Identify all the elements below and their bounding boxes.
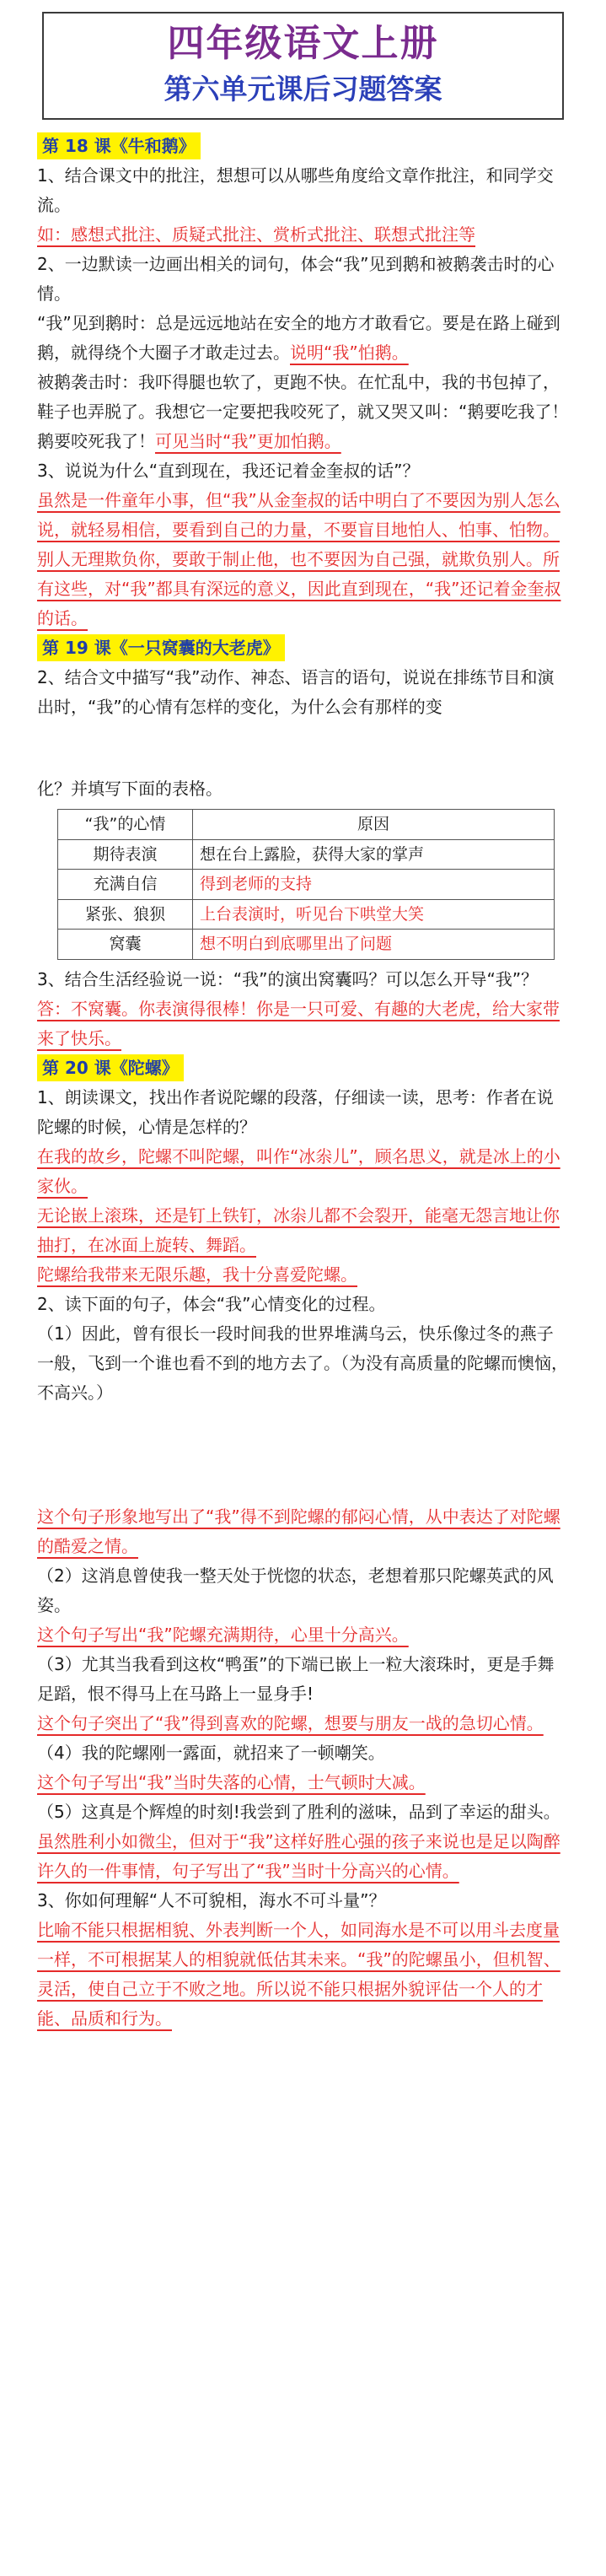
lesson-19-question-3: 3、结合生活经验说一说：“我”的演出窝囊吗？可以怎么开导“我”？	[37, 968, 539, 989]
answer-2a-red: 说明“我”怕鹅。	[290, 342, 409, 363]
table-row	[58, 839, 555, 870]
lesson-18-answer-2a	[37, 309, 569, 368]
sentence-3: （3）尤其当我看到这枚“鸭蛋”的下端已嵌上一粒大滚珠时，更是手舞足蹈，恨不得马上在马路上一显身手!	[37, 1653, 555, 1704]
reason-cell: 得到老师的支持	[193, 870, 555, 900]
lesson-18-answer-2b	[37, 368, 569, 456]
table-row	[58, 930, 555, 960]
lesson-18-heading: 第 18 课《牛和鹅》	[37, 132, 201, 159]
title-box	[42, 12, 564, 120]
reason-cell: 上台表演时，听见台下哄堂大笑	[193, 899, 555, 930]
lesson-20-question-2: 2、读下面的句子，体会“我”心情变化的过程。	[37, 1293, 386, 1314]
lesson-19-section	[37, 633, 569, 1054]
lesson-18-question-2: 2、一边默读一边画出相关的词句，体会“我”见到鹅和被鹅袭击时的心情。	[37, 254, 555, 304]
lesson-20-section	[37, 1054, 569, 2034]
sentence-1-answer: 这个句子形象地写出了“我”得不到陀螺的郁闷心情，从中表达了对陀螺的酷爱之情。	[37, 1506, 560, 1556]
sentence-5-answer: 虽然胜利小如微尘，但对于“我”这样好胜心强的孩子来说也是足以陶醉许久的一件事情，句子写出了“我”当时十分高兴的心情。	[37, 1830, 560, 1881]
sentence-2: （2）这消息曾使我一整天处于恍惚的状态，老想着那只陀螺英武的风姿。	[37, 1565, 554, 1615]
mood-cell: 期待表演	[58, 839, 193, 870]
sentence-5: （5）这真是个辉煌的时刻!我尝到了胜利的滋味，品到了幸运的甜头。	[37, 1801, 560, 1822]
lesson-19-answer-3: 答：不窝囊。你表演得很棒！你是一只可爱、有趣的大老虎，给大家带来了快乐。	[37, 998, 560, 1048]
page-subtitle: 第六单元课后习题答案	[164, 73, 442, 106]
lesson-19-question-2-part2: 化？并填写下面的表格。	[37, 779, 223, 799]
answer-2a-text: “我”见到鹅时：总是远远地站在安全的地方才敢看它。要是在路上碰到鹅，就得绕个大圈子才敢走过去。	[37, 313, 560, 363]
mood-cell: 窝囊	[58, 930, 193, 960]
lesson-18-answer-1: 如：感想式批注、质疑式批注、赏析式批注、联想式批注等	[37, 224, 475, 245]
lesson-20-question-1: 1、朗读课文，找出作者说陀螺的段落，仔细读一读，思考：作者在说陀螺的时候，心情是怎样的？	[37, 1086, 554, 1137]
lesson-20-answer-1c: 陀螺给我带来无限乐趣，我十分喜爱陀螺。	[37, 1264, 357, 1285]
lesson-18-answer-3: 虽然是一件童年小事，但“我”从金奎叔的话中明白了不要因为别人怎么说，就轻易相信，要看到自己的力量，不要盲目地怕人、怕事、怕物。别人无理欺负你，要敢于制止他，也不要因为自己强，就欺负别人。所有这些，对“我”都具有深远的意义，因此直到现在，“我”还记着金奎叔的话。	[37, 490, 561, 628]
mood-table	[57, 809, 555, 960]
sentence-1: （1）因此，曾有很长一段时间我的世界堆满乌云，快乐像过冬的燕子一般，飞到一个谁也看不到的地方去了。（为没有高质量的陀螺而懊恼，不高兴。）	[37, 1323, 568, 1403]
lesson-19-heading: 第 19 课《一只窝囊的大老虎》	[37, 634, 285, 661]
lesson-18-section	[37, 132, 569, 633]
reason-cell: 想不明白到底哪里出了问题	[193, 930, 555, 960]
blank-space	[37, 1408, 569, 1502]
table-row	[58, 899, 555, 930]
sentence-4-answer: 这个句子写出“我”当时失落的心情，士气顿时大减。	[37, 1771, 426, 1792]
page-title: 四年级语文上册	[167, 22, 439, 65]
lesson-20-question-3: 3、你如何理解“人不可貌相，海水不可斗量”？	[37, 1889, 386, 1910]
sentence-3-answer: 这个句子突出了“我”得到喜欢的陀螺，想要与朋友一战的急切心情。	[37, 1712, 544, 1733]
lesson-20-answer-1a: 在我的故乡，陀螺不叫陀螺，叫作“冰尜儿”，顾名思义，就是冰上的小家伙。	[37, 1145, 560, 1196]
mood-table-header-mood: “我”的心情	[58, 810, 193, 840]
table-row	[58, 870, 555, 900]
sentence-4: （4）我的陀螺刚一露面，就招来了一顿嘲笑。	[37, 1742, 385, 1763]
mood-cell: 充满自信	[58, 870, 193, 900]
lesson-20-heading: 第 20 课《陀螺》	[37, 1054, 184, 1081]
answer-2b-red: 可见当时“我”更加怕鹅。	[155, 431, 341, 451]
answer-2b-text: 被鹅袭击时：我吓得腿也软了，更跑不快。在忙乱中，我的书包掉了，鞋子也弄脱了。我想它一定要把我咬死了，就又哭又叫：“鹅要吃我了！鹅要咬死我了！	[37, 372, 569, 451]
mood-table-header-row	[58, 810, 555, 840]
lesson-18-question-1: 1、结合课文中的批注，想想可以从哪些角度给文章作批注，和同学交流。	[37, 165, 554, 215]
reason-cell: 想在台上露脸，获得大家的掌声	[193, 839, 555, 870]
lesson-20-answer-1b: 无论嵌上滚珠，还是钉上铁钉，冰尜儿都不会裂开，能毫无怨言地让你抽打，在冰面上旋转、舞蹈。	[37, 1204, 560, 1255]
mood-table-header-reason: 原因	[193, 810, 555, 840]
lesson-18-question-3: 3、说说为什么“直到现在，我还记着金奎叔的话”？	[37, 461, 420, 481]
lesson-19-question-2-part1: 2、结合文中描写“我”动作、神态、语言的语句，说说在排练节目和演出时，“我”的心情有怎样的变化，为什么会有那样的变	[37, 667, 555, 717]
mood-cell: 紧张、狼狈	[58, 899, 193, 930]
sentence-2-answer: 这个句子写出“我”陀螺充满期待，心里十分高兴。	[37, 1624, 409, 1645]
blank-space	[37, 722, 569, 774]
lesson-20-answer-3: 比喻不能只根据相貌、外表判断一个人，如同海水是不可以用斗去度量一样，不可根据某人的相貌就低估其未来。“我”的陀螺虽小，但机智、灵活，使自己立于不败之地。所以说不能只根据外貌评估一个人的才能、品质和行为。	[37, 1919, 560, 2029]
